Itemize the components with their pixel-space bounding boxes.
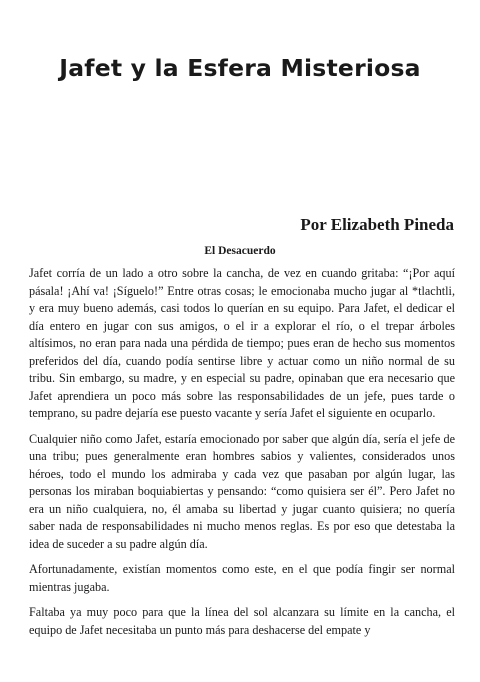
author-byline: Por Elizabeth Pineda <box>300 215 454 234</box>
paragraph: Afortunadamente, existían momentos como este, en el que podía fingir ser normal mientras jugaba. <box>29 562 455 594</box>
chapter-heading: El Desacuerdo <box>204 245 276 257</box>
paragraph: Cualquier niño como Jafet, estaría emocionado por saber que algún día, sería el jefe de una tribu; pues generalmente eran hombres sabios y valientes, considerados unos héroes, todo el mundo los admiraba y cada vez que pasaban por algún lugar, las personas los miraban boquiabiertas y pensando: “como quisiera ser él”. Pero Jafet no era un niño cualquiera, no, él amaba su libertad y jugar cuanto quisiera; no quería saber nada de responsabilidades ni mucho menos reglas. Es por eso que detestaba la idea de suceder a su padre algún día. <box>29 431 455 551</box>
paragraph: Faltaba ya muy poco para que la línea del sol alcanzara su límite en la cancha, el equipo de Jafet necesitaba un punto más para deshacerse del empate y <box>29 605 455 637</box>
body-text <box>29 265 455 647</box>
paragraph: Jafet corría de un lado a otro sobre la cancha, de vez en cuando gritaba: “¡Por aquí pásala! ¡Ahí va! ¡Síguelo!” Entre otras cosas; le emocionaba mucho jugar al *tlachtli, y era muy bueno además, casi todos lo querían en su equipo. Para Jafet, el dedicar el día entero en jugar con sus amigos, o el ir a explorar el río, o el trepar árboles altísimos, no eran para nada una pérdida de tiempo; pues eran de hecho sus momentos preferidos del día, cuando podía sentirse libre y actuar como un niño normal de su tribu. Sin embargo, su madre, y en especial su padre, opinaban que era necesario que Jafet aprendiera un poco más sobre las responsabilidades de un jefe, pues tarde o temprano, su padre dejaría ese puesto vacante y sería Jafet el siguiente en ocuparlo. <box>29 266 455 420</box>
document-title: Jafet y la Esfera Misteriosa <box>59 54 421 82</box>
